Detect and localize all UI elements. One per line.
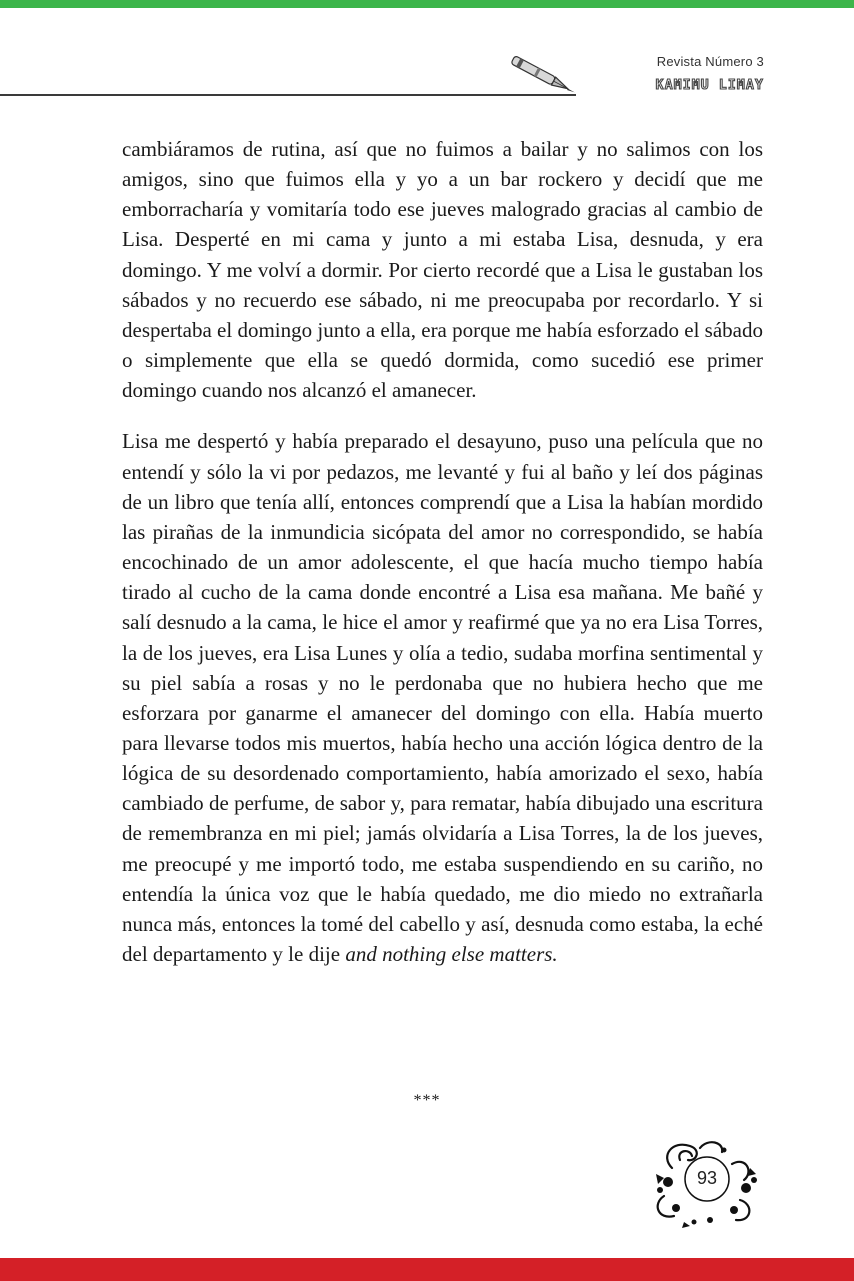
paragraph: cambiáramos de rutina, así que no fuimos a bailar y no salimos con los amigos, sino que fuimos ella y yo a un bar rockero y decidí que me emborracharía y vomitaría todo ese jueves malogrado gracias al cambio de Lisa. Desperté en mi cama y junto a mi estaba Lisa, desnuda, y era domingo. Y me volví a dormir. Por cierto recordé que a Lisa le gustaban los sábados y no recuerdo ese sábado, ni me preocupaba por recordarlo. Y si despertaba el domingo junto a ella, era porque me había esforzado el sábado o simplemente que ella se quedó dormida, como sucedió ese primer domingo cuando nos alcanzó el amanecer. [122,137,763,403]
header-rule [0,94,576,96]
issue-label: Revista Número 3 [656,54,764,69]
top-green-bar [0,0,854,8]
page-number: 93 [696,1168,718,1188]
article-body [122,134,763,969]
paragraph [122,426,763,969]
bottom-red-bar [0,1258,854,1281]
fountain-pen-icon [505,50,585,102]
section-separator: *** [413,1092,441,1109]
paragraph-text: Lisa me despertó y había preparado el desayuno, puso una película que no entendí y sólo la vi por pedazos, me levanté y fui al baño y leí dos páginas de un libro que tenía allí, entonces comprendí que a Lisa la habían mordido las pirañas de la inmundicia sicópata del amor no correspondido, se había encochinado de un amor adolescente, el que hacía mucho tiempo había tirado al cucho de la cama donde encontré a Lisa esa mañana. Me bañé y salí desnudo a la cama, le hice el amor y reafirmé que ya no era Lisa Torres, la de los jueves, era Lisa Lunes y olía a tedio, sudaba morfina sentimental y su piel sabía a rosas y no le perdonaba que no hubiera hecho que me esforzara por ganarme el amanecer del domingo con ella. Había muerto para llevarse todos mis muertos, había hecho una acción lógica dentro de la lógica de su desordenado comportamiento, había amorizado el sexo, había cambiado de perfume, de sabor y, para rematar, había dibujado una escritura de remembranza en mi piel; jamás olvidaría a Lisa Torres, la de los jueves, me preocupé y me importó todo, me estaba suspendiendo en su cariño, no entendía la única voz que le había quedado, me dio miedo no extrañarla nunca más, entonces la tomé del cabello y así, desnuda como estaba, la eché del departamento y le dije [122,429,763,967]
brand-logo: KAMIMU LIMAY [655,78,764,93]
italic-quote: and nothing else matters. [345,942,558,967]
